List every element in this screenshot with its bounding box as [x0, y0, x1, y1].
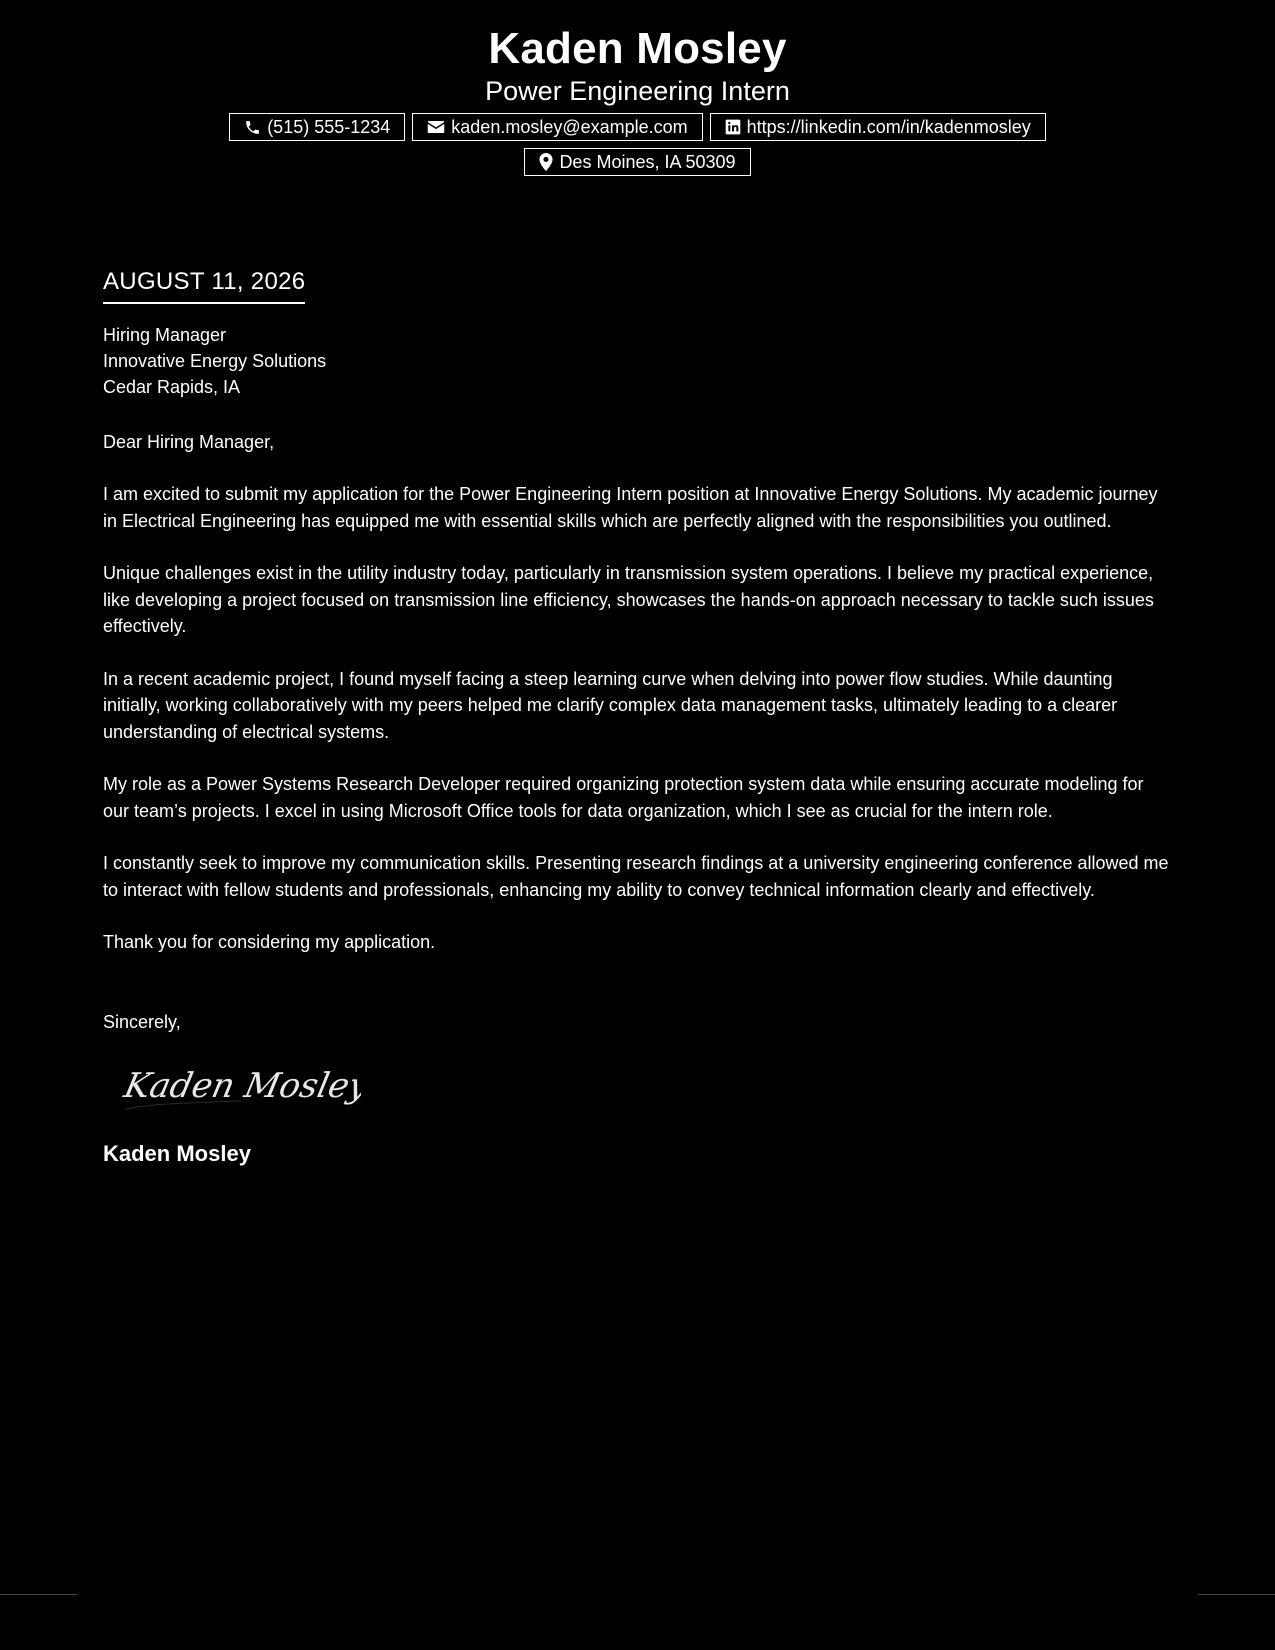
envelope-icon: [427, 119, 445, 135]
salutation: Dear Hiring Manager,: [103, 432, 275, 452]
applicant-role: Power Engineering Intern: [485, 76, 790, 106]
letter-header: [0, 22, 1275, 183]
linkedin-text: https://linkedin.com/in/kadenmosley: [746, 117, 1031, 137]
contact-row-primary: [0, 113, 1275, 141]
recipient-location: Cedar Rapids, IA: [103, 377, 241, 397]
phone-contact[interactable]: [229, 113, 405, 141]
recipient-company: Innovative Energy Solutions: [103, 351, 327, 371]
footer-divider-right: [1198, 1594, 1275, 1595]
body-paragraph: In a recent academic project, I found myself facing a steep learning curve when delving into power flow studies. While daunting initially, working collaboratively with my peers helped me clarify complex data management tasks, ultimately leading to a clearer understanding of electrical systems.: [103, 668, 1118, 742]
body-paragraph: My role as a Power Systems Research Developer required organizing protection system data while ensuring accurate modeling for our team’s projects. I excel in using Microsoft Office tools for data organization, which I see as crucial for the intern role.: [103, 774, 1144, 821]
phone-text: (515) 555-1234: [267, 117, 391, 137]
footer-divider-left: [0, 1594, 77, 1595]
phone-icon: [244, 119, 261, 136]
signature-script: Kaden Mosley: [121, 1065, 361, 1106]
recipient-block: [103, 322, 1173, 400]
location-text: Des Moines, IA 50309: [559, 152, 736, 172]
signature-image: [121, 1057, 361, 1117]
closing: Sincerely,: [103, 1011, 181, 1032]
email-text: kaden.mosley@example.com: [451, 117, 688, 137]
body-paragraph: Thank you for considering my application.: [103, 932, 436, 952]
body-paragraph: I constantly seek to improve my communication skills. Presenting research findings at a university engineering conference allowed me to interact with fellow students and professionals, enhancing my ability to convey technical information clearly and effectively.: [103, 853, 1169, 900]
contact-row-secondary: [0, 148, 1275, 176]
letter-date: AUGUST 11, 2026: [103, 266, 305, 304]
map-pin-icon: [539, 153, 553, 171]
email-contact[interactable]: [412, 113, 702, 141]
linkedin-contact[interactable]: [710, 113, 1046, 141]
location-contact[interactable]: [524, 148, 750, 176]
recipient-line: Hiring Manager: [103, 325, 227, 345]
signed-name: Kaden Mosley: [103, 1140, 251, 1166]
letter-body: [103, 266, 1173, 1168]
applicant-name: Kaden Mosley: [488, 24, 787, 73]
body-paragraph: Unique challenges exist in the utility industry today, particularly in transmission system operations. I believe my practical experience, like developing a project focused on transmission line efficiency, showcases the hands-on approach necessary to tackle such issues effectively.: [103, 563, 1154, 636]
body-paragraph: I am excited to submit my application for the Power Engineering Intern position at Innovative Energy Solutions. My academic journey in Electrical Engineering has equipped me with essential skills which are perfectly aligned with the responsibilities you outlined.: [103, 484, 1158, 531]
linkedin-icon: [725, 119, 741, 135]
